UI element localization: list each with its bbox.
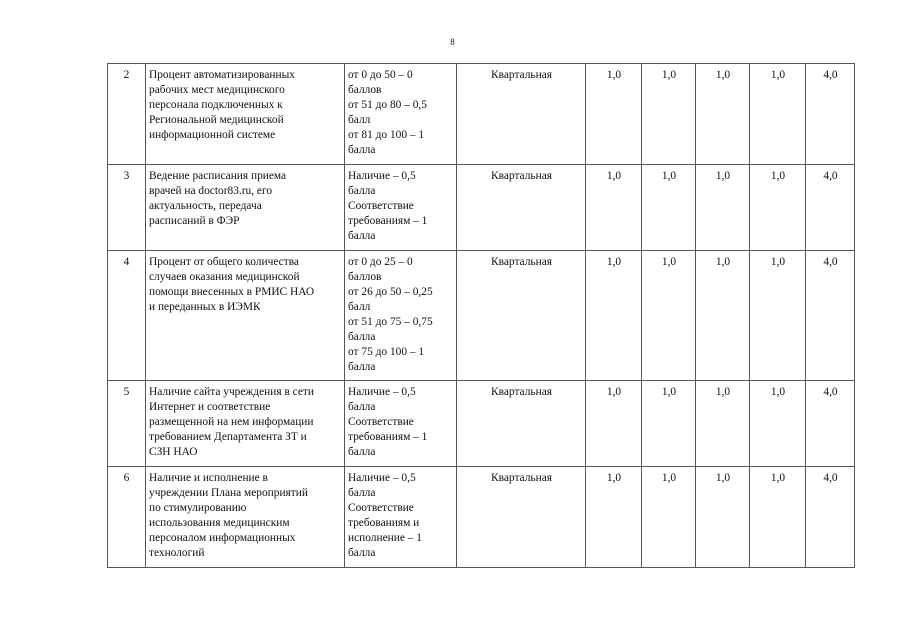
page-number: 8 <box>450 37 455 47</box>
indicator-cell <box>146 381 345 467</box>
indicator-cell-line: Процент автоматизированных <box>149 69 295 81</box>
indicator-cell-line: Интернет и соответствие <box>149 401 271 413</box>
criteria-cell-line: требованиям – 1 <box>348 431 428 443</box>
score-cell: 1,0 <box>586 251 642 381</box>
criteria-cell-line: исполнение – 1 <box>348 532 422 544</box>
indicator-cell-line: информационной системе <box>149 129 276 141</box>
indicator-cell <box>146 165 345 251</box>
score-cell: 1,0 <box>696 467 750 568</box>
score-cell: 1,0 <box>750 467 806 568</box>
score-cell: 1,0 <box>586 165 642 251</box>
total-cell: 4,0 <box>806 251 855 381</box>
criteria-cell-line: балла <box>348 331 376 343</box>
indicator-cell-line: актуальность, передача <box>149 200 262 212</box>
criteria-cell-line: балла <box>348 401 376 413</box>
criteria-cell-line: Наличие – 0,5 <box>348 170 416 182</box>
indicator-cell-line: технологий <box>149 547 205 559</box>
criteria-cell-line: балла <box>348 144 376 156</box>
table-row <box>108 251 855 381</box>
table-row <box>108 64 855 165</box>
total-cell: 4,0 <box>806 64 855 165</box>
criteria-cell-line: баллов <box>348 271 382 283</box>
criteria-cell-line: Наличие – 0,5 <box>348 472 416 484</box>
criteria-cell <box>345 467 457 568</box>
criteria-cell-line: балл <box>348 114 371 126</box>
indicator-cell <box>146 64 345 165</box>
indicator-cell-line: Наличие сайта учреждения в сети <box>149 386 314 398</box>
criteria-cell <box>345 64 457 165</box>
indicator-cell <box>146 251 345 381</box>
criteria-cell <box>345 251 457 381</box>
criteria-cell-line: требованиям и <box>348 517 420 529</box>
row-number-cell: 2 <box>108 64 146 165</box>
score-cell: 1,0 <box>750 251 806 381</box>
indicator-cell-line: персонала подключенных к <box>149 99 283 111</box>
criteria-cell-line: балла <box>348 361 376 373</box>
score-cell: 1,0 <box>642 165 696 251</box>
row-number-cell: 5 <box>108 381 146 467</box>
score-cell: 1,0 <box>750 64 806 165</box>
score-cell: 1,0 <box>696 251 750 381</box>
criteria-cell-line: баллов <box>348 84 382 96</box>
criteria-cell-line: Соответствие <box>348 416 414 428</box>
frequency-cell: Квартальная <box>457 467 586 568</box>
table-row <box>108 165 855 251</box>
indicators-table <box>107 63 855 568</box>
criteria-cell-line: Соответствие <box>348 502 414 514</box>
criteria-cell-line: балла <box>348 230 376 242</box>
criteria-cell-line: Соответствие <box>348 200 414 212</box>
indicator-cell-line: расписаний в ФЭР <box>149 215 240 227</box>
score-cell: 1,0 <box>642 381 696 467</box>
score-cell: 1,0 <box>696 165 750 251</box>
total-cell: 4,0 <box>806 165 855 251</box>
indicator-cell-line: персоналом информационных <box>149 532 296 544</box>
score-cell: 1,0 <box>750 381 806 467</box>
score-cell: 1,0 <box>642 467 696 568</box>
total-cell: 4,0 <box>806 381 855 467</box>
frequency-cell: Квартальная <box>457 64 586 165</box>
criteria-cell-line: балла <box>348 185 376 197</box>
row-number-cell: 6 <box>108 467 146 568</box>
indicator-cell-line: рабочих мест медицинского <box>149 84 285 96</box>
criteria-cell-line: от 0 до 25 – 0 <box>348 256 413 268</box>
score-cell: 1,0 <box>586 64 642 165</box>
indicator-cell-line: Ведение расписания приема <box>149 170 287 182</box>
score-cell: 1,0 <box>642 251 696 381</box>
frequency-cell: Квартальная <box>457 251 586 381</box>
row-number-cell: 4 <box>108 251 146 381</box>
score-cell: 1,0 <box>586 381 642 467</box>
criteria-cell-line: балл <box>348 301 371 313</box>
row-number-cell: 3 <box>108 165 146 251</box>
indicator-cell-line: и переданных в ИЭМК <box>149 301 261 313</box>
criteria-cell-line: от 51 до 80 – 0,5 <box>348 99 427 111</box>
table-row <box>108 381 855 467</box>
table-row <box>108 467 855 568</box>
indicator-cell-line: Региональной медицинской <box>149 114 284 126</box>
total-cell: 4,0 <box>806 467 855 568</box>
criteria-cell-line: Наличие – 0,5 <box>348 386 416 398</box>
indicator-cell-line: требованием Департамента ЗТ и <box>149 431 307 443</box>
criteria-cell-line: от 75 до 100 – 1 <box>348 346 425 358</box>
criteria-cell-line: балла <box>348 547 376 559</box>
indicator-cell-line: помощи внесенных в РМИС НАО <box>149 286 315 298</box>
criteria-cell-line: от 26 до 50 – 0,25 <box>348 286 433 298</box>
criteria-cell-line: балла <box>348 446 376 458</box>
indicator-cell-line: Наличие и исполнение в <box>149 472 268 484</box>
indicator-cell-line: врачей на doctor83.ru, его <box>149 185 273 197</box>
frequency-cell: Квартальная <box>457 381 586 467</box>
indicator-cell <box>146 467 345 568</box>
score-cell: 1,0 <box>642 64 696 165</box>
score-cell: 1,0 <box>586 467 642 568</box>
criteria-cell-line: от 51 до 75 – 0,75 <box>348 316 433 328</box>
score-cell: 1,0 <box>696 64 750 165</box>
criteria-cell-line: от 0 до 50 – 0 <box>348 69 413 81</box>
frequency-cell: Квартальная <box>457 165 586 251</box>
criteria-cell-line: требованиям – 1 <box>348 215 428 227</box>
indicator-cell-line: случаев оказания медицинской <box>149 271 300 283</box>
criteria-cell <box>345 381 457 467</box>
score-cell: 1,0 <box>750 165 806 251</box>
indicator-cell-line: размещенной на нем информации <box>149 416 314 428</box>
indicator-cell-line: СЗН НАО <box>149 446 198 458</box>
criteria-cell-line: от 81 до 100 – 1 <box>348 129 425 141</box>
indicator-cell-line: Процент от общего количества <box>149 256 299 268</box>
score-cell: 1,0 <box>696 381 750 467</box>
indicator-cell-line: по стимулированию <box>149 502 247 514</box>
criteria-cell-line: балла <box>348 487 376 499</box>
criteria-cell <box>345 165 457 251</box>
indicator-cell-line: учреждении Плана мероприятий <box>149 487 308 499</box>
indicator-cell-line: использования медицинским <box>149 517 290 529</box>
